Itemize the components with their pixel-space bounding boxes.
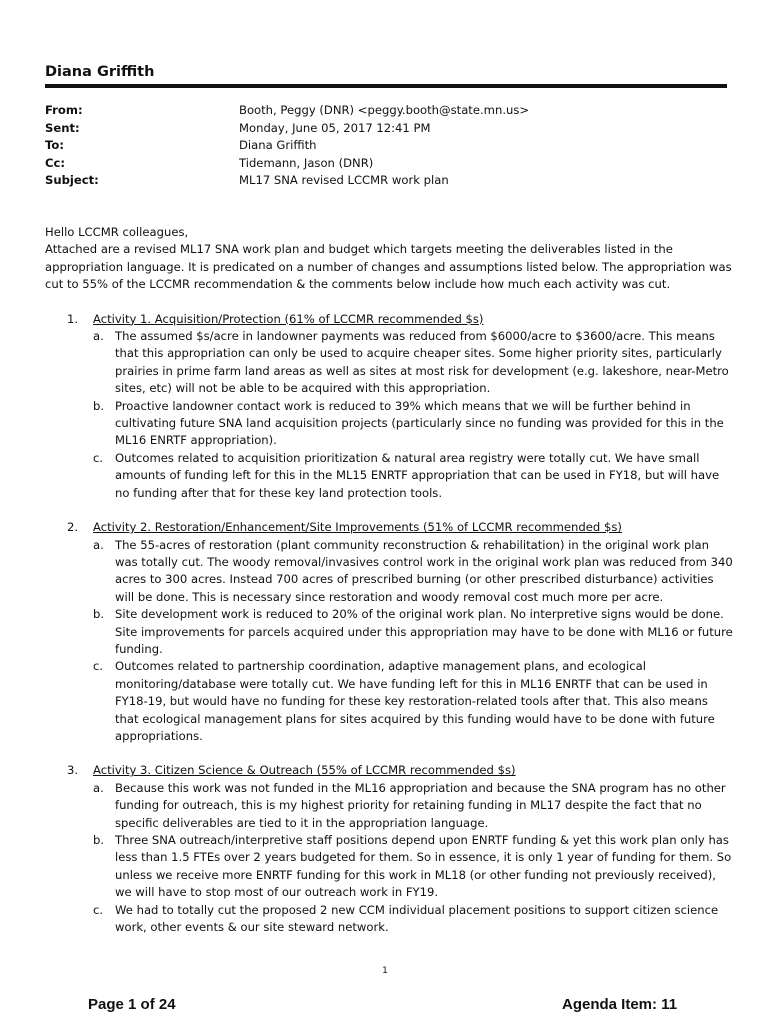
header-value: Tidemann, Jason (DNR): [239, 155, 374, 170]
subitem-letter: b.: [93, 398, 105, 413]
activity-number: 2.: [67, 520, 79, 535]
header-to: [45, 137, 529, 155]
header-label: Cc:: [45, 155, 66, 170]
header-value: ML17 SNA revised LCCMR work plan: [239, 173, 449, 188]
footer-page-count: Page 1 of 24: [88, 996, 176, 1013]
subitem: [93, 328, 735, 398]
header-divider: [45, 84, 727, 88]
subitem-text: Proactive landowner contact work is reduced to 39% which means that we will be further behind in cultivating future SNA land acquisition projects (particularly since no funding was provided for this in the ML16 ENRTF appropriation).: [115, 398, 724, 448]
header-value: Diana Griffith: [239, 138, 317, 153]
subitem-letter: a.: [93, 329, 104, 344]
activity-number: 3.: [67, 763, 79, 778]
header-sent: [45, 120, 529, 138]
footer-agenda-item: Agenda Item: 11: [562, 996, 678, 1013]
subitem: [93, 537, 735, 607]
subitem-text: Outcomes related to acquisition prioritization & natural area registry were totally cut. We have small amounts of funding left for this in the ML15 ENRTF appropriation that can be used in FY18, but will have no funding after that for these key land protection tools.: [115, 450, 720, 500]
subitem: [93, 450, 735, 502]
header-subject: [45, 172, 529, 190]
subitem-text: The 55-acres of restoration (plant community reconstruction & rehabilitation) in the original work plan was totally cut. The woody removal/invasives control work in the original work plan was reduced from 340 acres to 300 acres. Instead 700 acres of prescribed burning (or other prescribed disturbance) activities will be done. This is necessary since restoration and woody removal cost much more per acre.: [115, 537, 733, 604]
recipient-name: Diana Griffith: [45, 64, 155, 80]
subitem: [93, 780, 735, 832]
subitem-letter: b.: [93, 833, 105, 847]
activity-item: [45, 519, 735, 745]
subitem: [93, 902, 735, 937]
intro-paragraph: Attached are a revised ML17 SNA work plan and budget which targets meeting the deliverables listed in the appropriation language. It is predicated on a number of changes and assumptions listed below. The appropriation was cut to 55% of the LCCMR recommendation & the comments below include how much each activity was cut.: [45, 242, 732, 292]
subitem-text: Outcomes related to partnership coordination, adaptive management plans, and ecological monitoring/database were totally cut. We have funding left for this in ML16 ENRTF that can be used in FY18-19, but would have no funding for these key restoration-related tools after that. This also means that ecological management plans for sites acquired by this funding would have to be done with future appropriations.: [115, 659, 715, 743]
subitem-letter: a.: [93, 780, 104, 795]
subitem-text: Site development work is reduced to 20% of the original work plan. No interpretive signs would be done. Site improvements for parcels acquired under this appropriation may have to be done with ML16 or future funding.: [115, 607, 733, 656]
header-label: Subject:: [45, 173, 99, 188]
email-body: [45, 224, 735, 953]
subitem: [93, 658, 735, 745]
page-number: 1: [382, 966, 388, 976]
header-label: From:: [45, 103, 83, 117]
activity-item: [45, 762, 735, 936]
activity-title: Activity 2. Restoration/Enhancement/Site Improvements (51% of LCCMR recommended $s): [93, 520, 622, 535]
header-cc: [45, 155, 529, 173]
header-value: Monday, June 05, 2017 12:41 PM: [239, 120, 431, 135]
subitem-text: We had to totally cut the proposed 2 new CCM individual placement positions to support citizen science work, other events & our site steward network.: [115, 902, 719, 935]
activity-title: Activity 1. Acquisition/Protection (61% of LCCMR recommended $s): [93, 311, 484, 326]
subitem-letter: c.: [93, 902, 104, 917]
header-label: Sent:: [45, 120, 80, 135]
subitem: [93, 606, 735, 658]
subitem-letter: c.: [93, 450, 104, 465]
subitem-text: Because this work was not funded in the ML16 appropriation and because the SNA program has no other funding for outreach, this is my highest priority for retaining funding in ML17 despite the fact that no specific deliverables are tied to it in the appropriation language.: [115, 780, 726, 830]
subitem: [93, 832, 735, 902]
activity-list: [45, 311, 735, 937]
subitem-text: The assumed $s/acre in landowner payments was reduced from $6000/acre to $3600/acre. This means that this appropriation can only be used to acquire cheaper sites. Some higher priority sites, particularly prairies in prime farm land areas as well as sites at most risk for development (e.g. lakeshore, near-Metro sites, etc) will not be able to be acquired with this appropriation.: [115, 329, 729, 396]
subitem-letter: c.: [93, 659, 104, 674]
subitem-text: Three SNA outreach/interpretive staff positions depend upon ENRTF funding & yet this work plan only has less than 1.5 FTEs over 2 years budgeted for them. So in essence, it is only 1 year of funding for them. So unless we receive more ENRTF funding for this work in ML18 (or other funding not previously received), we will have to stop most of our outreach work in FY19.: [115, 833, 732, 900]
email-headers: [45, 102, 529, 190]
header-label: To:: [45, 138, 64, 153]
subitem: [93, 398, 735, 450]
activity-title: Activity 3. Citizen Science & Outreach (55% of LCCMR recommended $s): [93, 763, 516, 778]
activity-item: [45, 311, 735, 502]
header-value: Booth, Peggy (DNR) <peggy.booth@state.mn.us>: [239, 103, 530, 117]
activity-subitems: [93, 537, 735, 746]
activity-number: 1.: [67, 311, 79, 326]
greeting: Hello LCCMR colleagues,: [45, 225, 189, 239]
subitem-letter: a.: [93, 537, 104, 552]
activity-subitems: [93, 328, 735, 502]
header-from: [45, 102, 529, 120]
subitem-letter: b.: [93, 607, 105, 622]
activity-subitems: [93, 780, 735, 937]
